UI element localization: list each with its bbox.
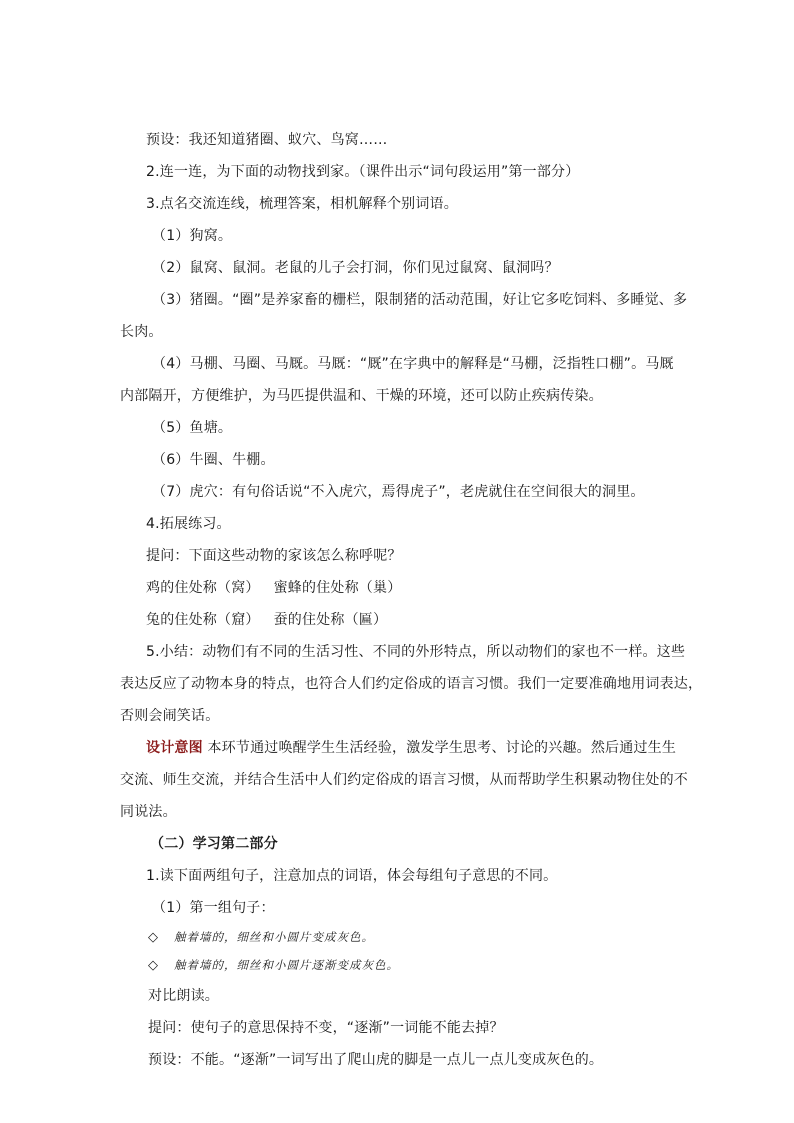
sentence-1-text: 触着墙的，细丝和小圆片变成灰色。 <box>174 930 374 944</box>
question-2: 提问：使句子的意思保持不变，“逐渐”一词能不能去掉？ <box>148 1020 504 1036</box>
section-heading: （二）学习第二部分 <box>150 836 278 852</box>
group-1-heading: （1）第一组句子： <box>152 900 275 916</box>
preset-2: 预设：不能。“逐渐”一词写出了爬山虎的脚是一点儿一点儿变成灰色的。 <box>148 1052 604 1068</box>
chicken-home: 鸡的住处称（窝） <box>146 580 260 596</box>
sentence-2 <box>148 956 399 975</box>
summary-line-1: 5.小结：动物们有不同的生活习性、不同的外形特点，所以动物们的家也不一样。这些 <box>146 644 686 660</box>
item-6: （6）牛圈、牛棚。 <box>152 452 275 468</box>
design-intent-label: 设计意图 <box>146 740 203 756</box>
item-4-cont: 内部隔开，方便维护，为马匹提供温和、干燥的环境，还可以防止疾病传染。 <box>120 388 603 404</box>
item-3-cont: 长肉。 <box>120 324 163 340</box>
rabbit-home: 兔的住处称（窟） <box>146 612 260 628</box>
item-1: （1）狗窝。 <box>152 228 233 244</box>
item-7: （7）虎穴：有句俗话说“不入虎穴，焉得虎子”，老虎就住在空间很大的洞里。 <box>152 484 645 500</box>
silkworm-home: 蚕的住处称（匾） <box>273 612 388 628</box>
step-3: 3.点名交流连线，梳理答案，相机解释个别词语。 <box>146 196 458 212</box>
bee-home: 蜜蜂的住处称（巢） <box>273 580 402 596</box>
design-intent-text: 本环节通过唤醒学生生活经验，激发学生思考、讨论的兴趣。然后通过生生 <box>202 740 677 756</box>
step-2: 2.连一连，为下面的动物找到家。（课件出示“词句段运用”第一部分） <box>146 164 580 180</box>
design-intent-line <box>146 738 702 758</box>
sentence-2-text: 触着墙的，细丝和小圆片逐渐变成灰色。 <box>174 958 399 972</box>
exercise-row-2 <box>146 610 702 630</box>
item-2: （2）鼠窝、鼠洞。老鼠的儿子会打洞，你们见过鼠窝、鼠洞吗？ <box>152 260 559 276</box>
step-4: 4.拓展练习。 <box>146 516 231 532</box>
diamond-bullet-icon: ◇ <box>148 930 158 945</box>
diamond-bullet-icon: ◇ <box>148 958 158 973</box>
design-intent-cont-1: 交流、师生交流，并结合生活中人们约定俗成的语言习惯，从而帮助学生积累动物住处的不 <box>120 772 688 788</box>
sentence-1 <box>148 928 374 947</box>
preset-line: 预设：我还知道猪圈、蚁穴、鸟窝…… <box>146 132 388 148</box>
part2-step-1: 1.读下面两组句子，注意加点的词语，体会每组句子意思的不同。 <box>146 868 558 884</box>
item-4: （4）马棚、马圈、马厩。马厩：“厩”在字典中的解释是“马棚，泛指牲口棚”。马厩 <box>152 356 674 372</box>
summary-line-2: 表达反应了动物本身的特点，也符合人们约定俗成的语言习惯。我们一定要准确地用词表达， <box>120 676 703 692</box>
item-5: （5）鱼塘。 <box>152 420 233 436</box>
question-line: 提问：下面这些动物的家该怎么称呼呢？ <box>146 548 402 564</box>
exercise-row-1 <box>146 578 702 598</box>
summary-line-3: 否则会闹笑话。 <box>120 708 220 724</box>
item-3: （3）猪圈。“圈”是养家畜的栅栏，限制猪的活动范围，好让它多吃饲料、多睡觉、多 <box>152 292 688 308</box>
design-intent-cont-2: 同说法。 <box>120 804 177 820</box>
compare-read: 对比朗读。 <box>148 988 219 1004</box>
